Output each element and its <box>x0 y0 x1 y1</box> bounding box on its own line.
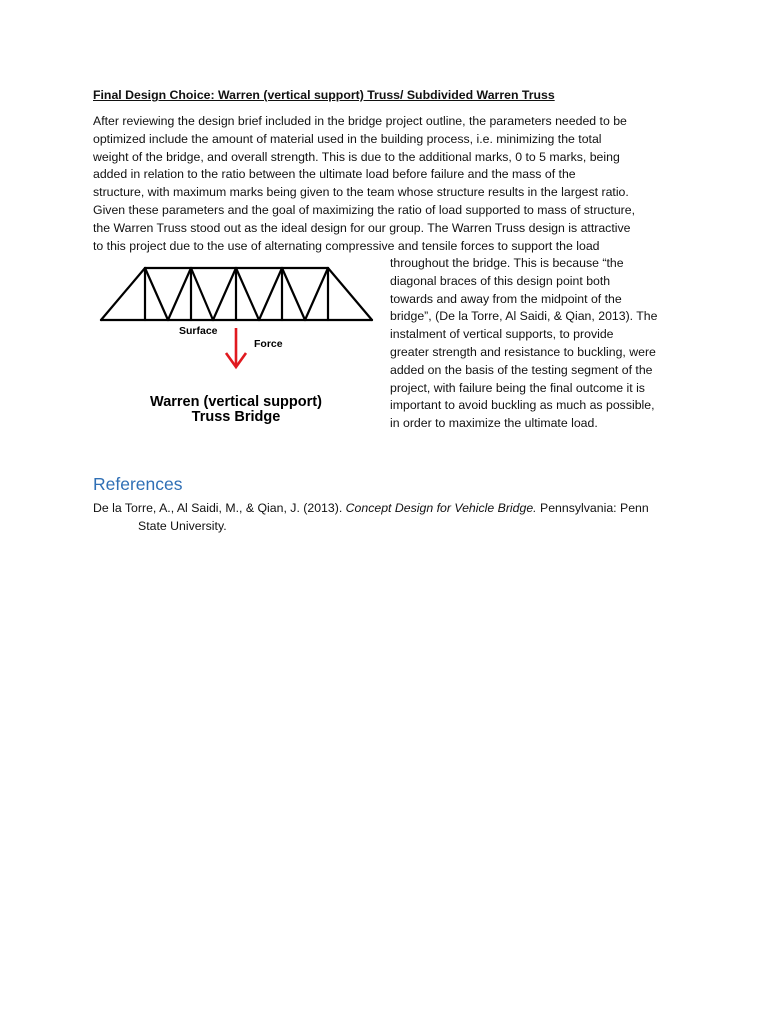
truss-diagram <box>95 262 380 432</box>
paragraph-line: optimized include the amount of material used in the building process, i.e. minimizing the total <box>93 131 602 146</box>
truss-diagonal <box>259 268 282 320</box>
paragraph-line: greater strength and resistance to buckling, were <box>390 344 656 359</box>
reference-entry-continuation: State University. <box>138 519 227 533</box>
force-arrow-icon <box>226 328 246 367</box>
truss-frame <box>101 268 372 320</box>
surface-label: Surface <box>179 325 218 337</box>
paragraph-line: instalment of vertical supports, to provide <box>390 327 614 342</box>
truss-diagonal <box>168 268 191 320</box>
truss-diagonal <box>282 268 305 320</box>
references-heading: References <box>93 474 183 494</box>
paragraph-line: weight of the bridge, and overall strength. This is due to the additional marks, 0 to 5 marks, being <box>93 149 620 164</box>
paragraph-line: bridge”, (De la Torre, Al Saidi, & Qian, 2013). The <box>390 309 658 324</box>
force-label: Force <box>254 338 283 350</box>
body-paragraph <box>93 113 635 255</box>
paragraph-line: Given these parameters and the goal of maximizing the ratio of load supported to mass of structure, <box>93 202 636 217</box>
reference-title: Concept Design for Vehicle Bridge. <box>345 501 537 515</box>
wrapped-paragraph <box>390 255 657 433</box>
truss-diagonal <box>305 268 328 320</box>
reference-publisher: Pennsylvania: Penn <box>536 501 649 515</box>
paragraph-line: to this project due to the use of alternating compressive and tensile forces to support the load <box>93 238 600 253</box>
paragraph-line: important to avoid buckling as much as possible, <box>390 398 655 413</box>
truss-bridge-figure <box>95 262 380 432</box>
section-heading: Final Design Choice: Warren (vertical support) Truss/ Subdivided Warren Truss <box>93 88 555 102</box>
figure-caption-line1: Warren (vertical support) <box>150 394 322 410</box>
truss-end-post <box>101 268 145 320</box>
figure-caption-line2: Truss Bridge <box>191 409 281 425</box>
paragraph-line: the Warren Truss stood out as the ideal design for our group. The Warren Truss design is attractive <box>93 220 631 235</box>
paragraph-line: throughout the bridge. This is because “the <box>390 256 624 270</box>
paragraph-line: in order to maximize the ultimate load. <box>390 416 598 431</box>
paragraph-line: diagonal braces of this design point both <box>390 273 611 288</box>
reference-authors: De la Torre, A., Al Saidi, M., & Qian, J. (2013). <box>93 501 346 515</box>
truss-diagonal <box>191 268 213 320</box>
paragraph-line: towards and away from the midpoint of the <box>390 291 622 306</box>
paragraph-line: added on the basis of the testing segment of the <box>390 362 653 377</box>
truss-diagonal <box>213 268 236 320</box>
truss-diagonal <box>236 268 259 320</box>
truss-diagonal <box>145 268 168 320</box>
truss-end-post <box>328 268 372 320</box>
paragraph-line: added in relation to the ratio between the ultimate load before failure and the mass of the <box>93 167 576 182</box>
reference-entry <box>93 500 649 518</box>
paragraph-line: project, with failure being the final outcome it is <box>390 380 645 395</box>
paragraph-line: structure, with maximum marks being given to the team whose structure results in the largest ratio. <box>93 185 629 200</box>
paragraph-line: After reviewing the design brief included in the bridge project outline, the parameters needed to be <box>93 114 627 128</box>
